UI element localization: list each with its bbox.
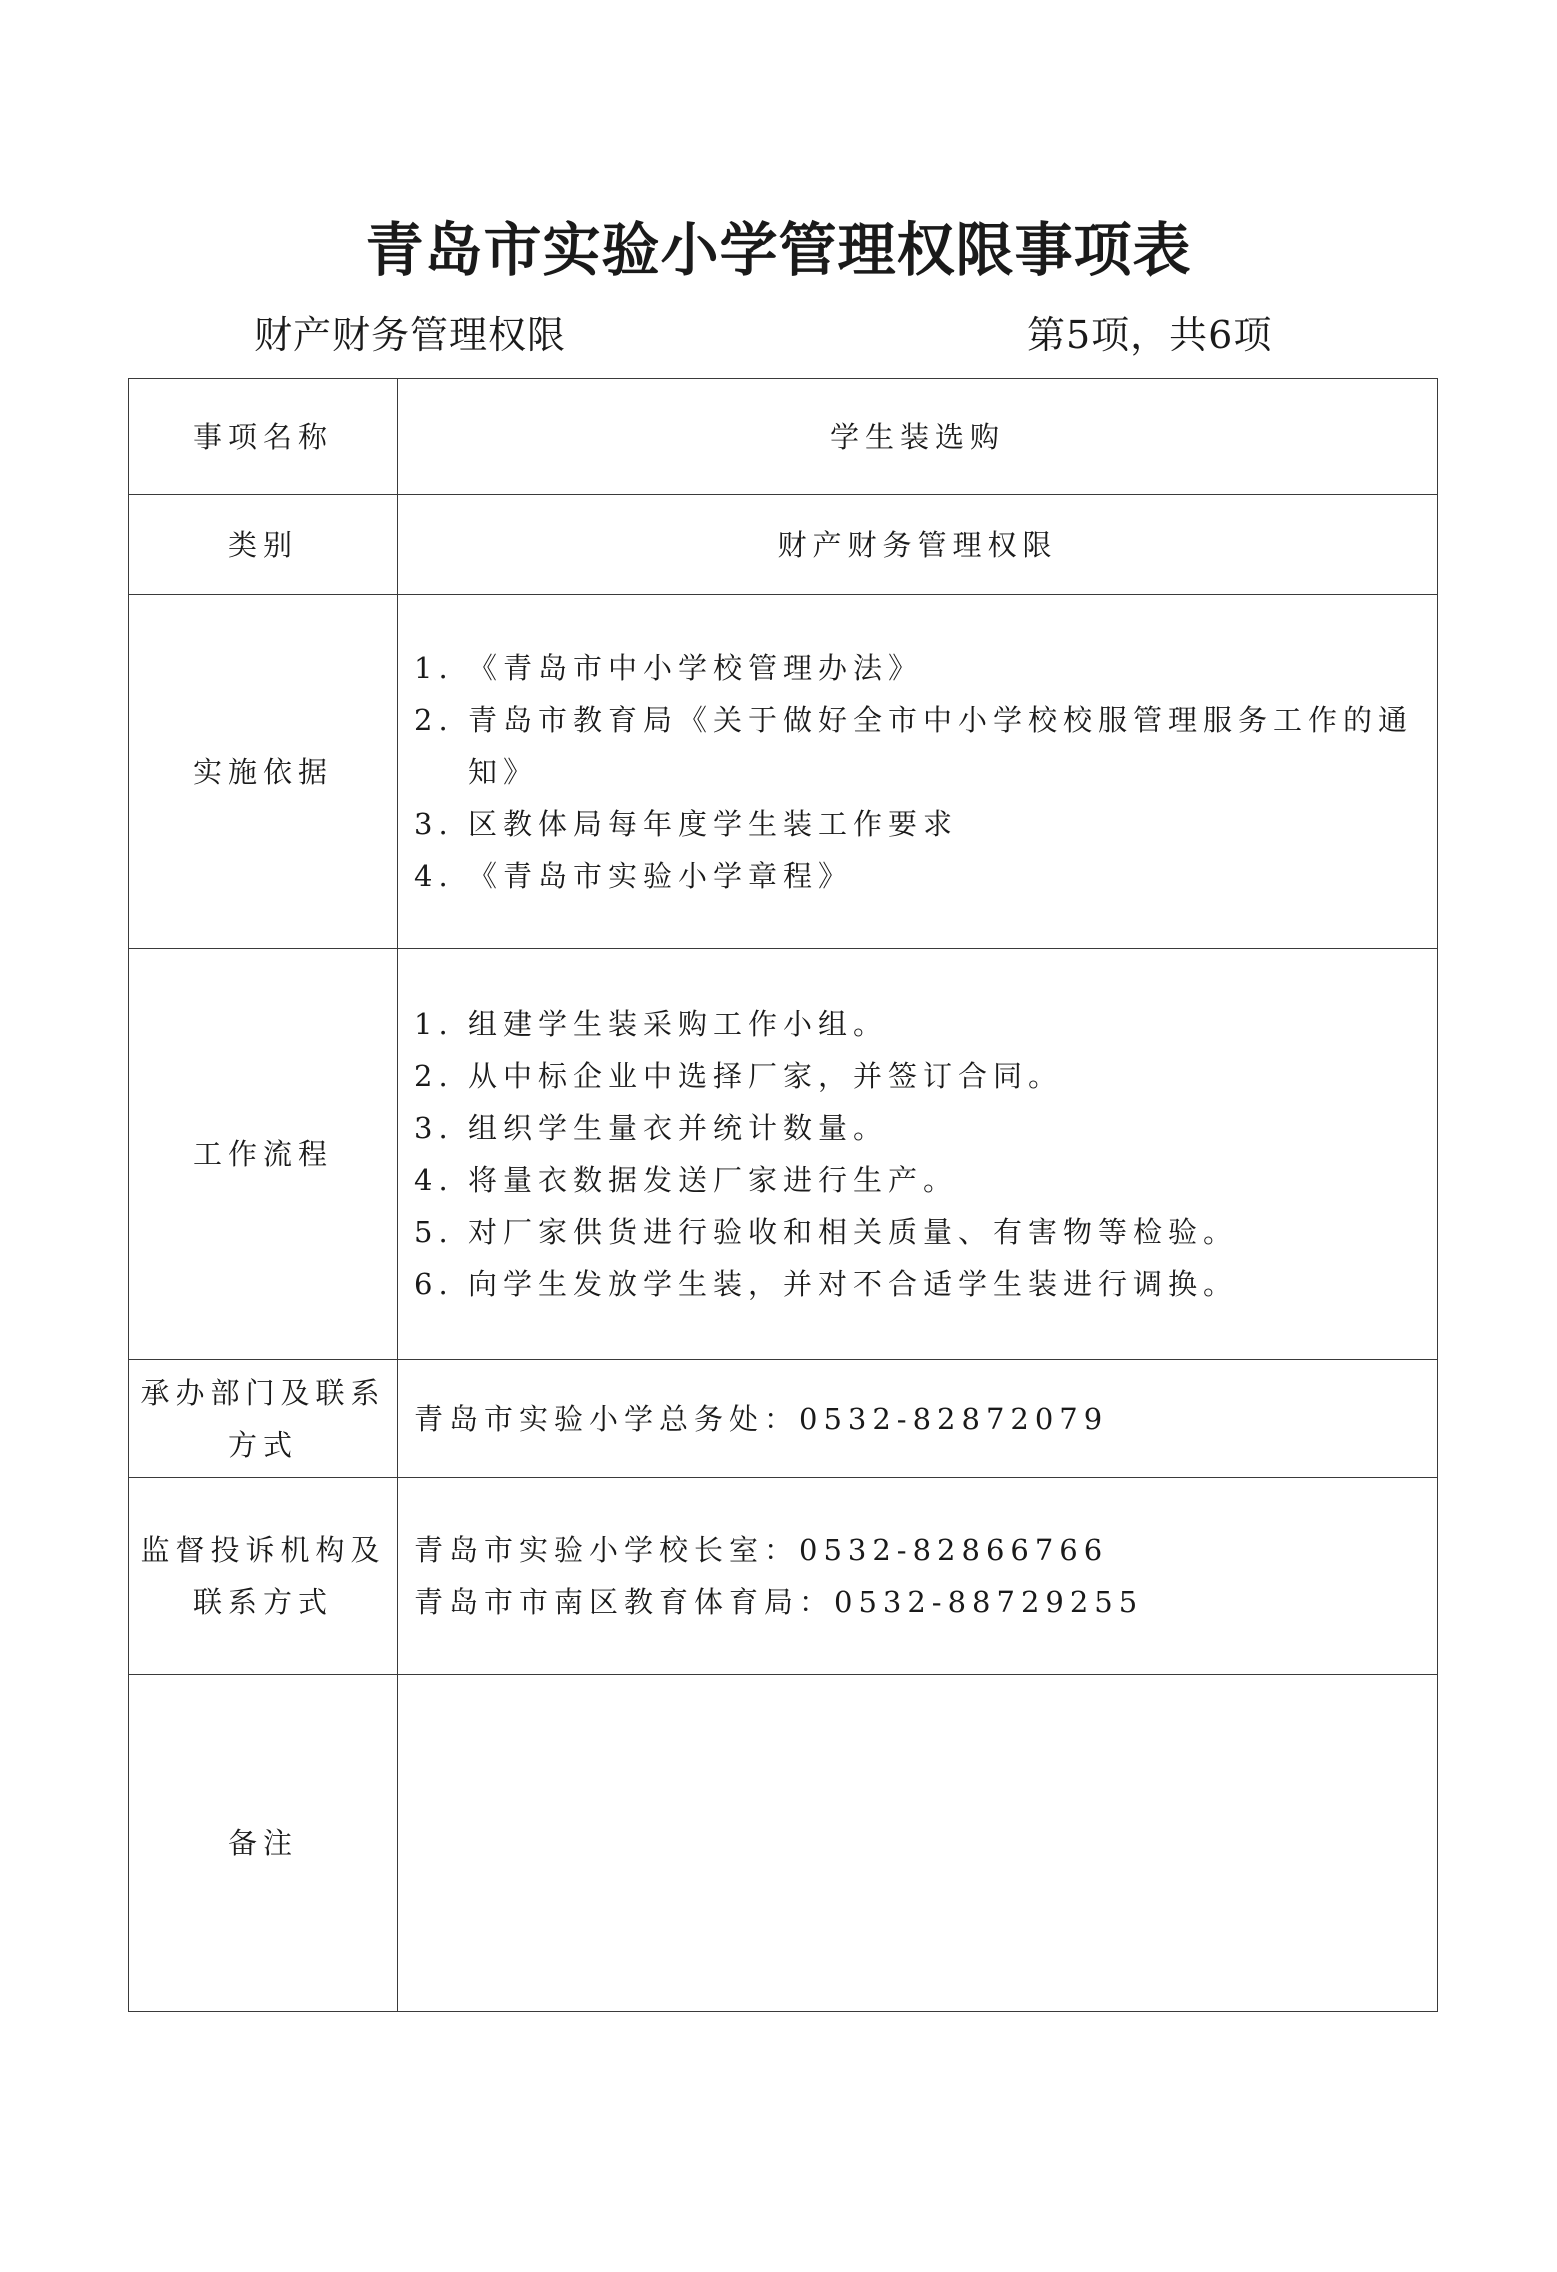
- table-row-remarks: [129, 1675, 1438, 2012]
- table-row-item-name: [129, 379, 1438, 495]
- workflow-label: 工作流程: [129, 949, 398, 1360]
- list-item: 4. 《青岛市实验小学章程》: [414, 858, 854, 893]
- authority-table: [128, 378, 1438, 2012]
- basis-label: 实施依据: [129, 595, 398, 949]
- workflow-value: [398, 949, 1438, 1360]
- table-row-basis: [129, 595, 1438, 949]
- list-item: 2. 从中标企业中选择厂家，并签订合同。: [414, 1059, 1064, 1093]
- list-item: 3. 区教体局每年度学生装工作要求: [414, 806, 959, 841]
- table-row-supervision: [129, 1478, 1438, 1675]
- table-row-category: [129, 495, 1438, 595]
- list-item: 3. 组织学生量衣并统计数量。: [414, 1111, 889, 1145]
- table-row-workflow: [129, 949, 1438, 1360]
- list-item: 1. 《青岛市中小学校管理办法》: [414, 650, 924, 685]
- item-name-label: 事项名称: [129, 379, 398, 495]
- remarks-label: 备注: [129, 1675, 398, 2012]
- list-item: 5. 对厂家供货进行验收和相关质量、有害物等检验。: [414, 1215, 1239, 1249]
- list-item: 4. 将量衣数据发送厂家进行生产。: [414, 1163, 959, 1197]
- supervision-line: 青岛市市南区教育体育局：0532-88729255: [414, 1585, 1144, 1619]
- contact-label: 承办部门及联系方式: [129, 1360, 398, 1478]
- category-heading: 财产财务管理权限: [254, 313, 567, 357]
- item-counter: 第5项，共6项: [1027, 313, 1273, 357]
- supervision-label: 监督投诉机构及联系方式: [129, 1478, 398, 1675]
- workflow-list: [414, 998, 1423, 1310]
- list-item: 6. 向学生发放学生装，并对不合适学生装进行调换。: [414, 1267, 1239, 1301]
- list-item: 1. 组建学生装采购工作小组。: [414, 1007, 889, 1041]
- category-label: 类别: [129, 495, 398, 595]
- supervision-line: 青岛市实验小学校长室：0532-82866766: [414, 1533, 1109, 1567]
- document-title: 青岛市实验小学管理权限事项表: [365, 216, 1192, 284]
- basis-list: [414, 642, 1423, 902]
- basis-value: [398, 595, 1438, 949]
- item-name-value: 学生装选购: [398, 379, 1438, 495]
- table-row-contact: [129, 1360, 1438, 1478]
- category-value: 财产财务管理权限: [398, 495, 1438, 595]
- supervision-value: [398, 1478, 1438, 1675]
- list-item: 2. 青岛市教育局《关于做好全市中小学校校服管理服务工作的通知》: [414, 702, 1414, 789]
- remarks-value: [398, 1675, 1438, 2012]
- contact-value: 青岛市实验小学总务处：0532-82872079: [398, 1360, 1438, 1478]
